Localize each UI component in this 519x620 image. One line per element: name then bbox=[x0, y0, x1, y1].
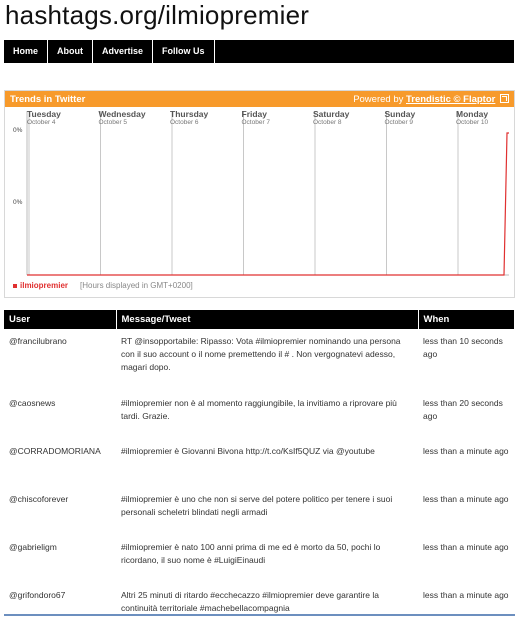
powered-by bbox=[353, 94, 509, 105]
day-date: October 9 bbox=[384, 119, 414, 126]
day-name: Monday bbox=[456, 109, 489, 119]
header-message: Message/Tweet bbox=[116, 310, 418, 329]
day-name: Sunday bbox=[384, 109, 416, 119]
day-label bbox=[456, 109, 488, 126]
user-cell[interactable]: @chiscoforever bbox=[9, 494, 69, 504]
day-name: Saturday bbox=[313, 109, 350, 119]
trendistic-link[interactable]: Trendistic © Flaptor bbox=[406, 93, 496, 105]
user-cell[interactable]: @gabrieligm bbox=[9, 542, 57, 552]
trend-title: Trends in Twitter bbox=[10, 93, 86, 105]
nav-home[interactable]: Home bbox=[4, 40, 48, 63]
when-cell: less than 20 seconds ago bbox=[423, 398, 503, 421]
day-name: Thursday bbox=[170, 109, 209, 119]
header-user: User bbox=[4, 310, 116, 329]
day-label bbox=[170, 109, 208, 126]
day-label bbox=[242, 109, 271, 126]
trend-header bbox=[5, 91, 514, 107]
message-cell: RT @insopportabile: Ripasso: Vota #ilmiopremier nominando una persona con il suo account o il nome premettendo il # . Non vergognatevi adesso, magari dopo. bbox=[121, 336, 401, 372]
when-cell: less than a minute ago bbox=[423, 542, 509, 552]
day-date: October 5 bbox=[98, 119, 128, 126]
day-name: Friday bbox=[241, 109, 268, 119]
when-cell: less than 10 seconds ago bbox=[423, 336, 503, 359]
nav-about[interactable]: About bbox=[48, 40, 93, 63]
message-cell: #ilmiopremier è uno che non si serve del potere politico per tenere i suoi personali scheletri blindati negli armadi bbox=[121, 494, 393, 517]
table-row bbox=[4, 329, 515, 385]
trend-widget bbox=[4, 90, 515, 298]
site-title: hashtags.org/ilmiopremier bbox=[5, 0, 310, 30]
table-row bbox=[4, 433, 515, 481]
day-name: Tuesday bbox=[27, 109, 61, 119]
legend-timezone-note: [Hours displayed in GMT+0200] bbox=[80, 281, 193, 290]
trend-chart bbox=[5, 107, 514, 297]
nav-bar bbox=[4, 40, 514, 63]
nav-advertise[interactable]: Advertise bbox=[93, 40, 153, 63]
user-cell[interactable]: @CORRADOMORIANA bbox=[9, 446, 101, 456]
table-row bbox=[4, 481, 515, 529]
user-cell[interactable]: @francilubrano bbox=[9, 336, 67, 346]
day-label bbox=[385, 109, 416, 126]
y-top-label: 0% bbox=[13, 127, 23, 134]
message-cell: #ilmiopremier non è al momento raggiungibile, la invitiamo a riprovare più tardi. Grazie. bbox=[121, 398, 397, 421]
trend-chart-svg bbox=[5, 107, 514, 297]
message-cell: #ilmiopremier è Giovanni Bivona http://t.co/KsIf5QUZ via @youtube bbox=[121, 446, 375, 456]
chart-legend bbox=[13, 281, 193, 290]
message-cell: #ilmiopremier è nato 100 anni prima di me ed è morto da 50, pochi lo ricordano, il suo nome è #LuigiEinaudi bbox=[121, 542, 381, 565]
powered-by-label: Powered by bbox=[353, 93, 404, 105]
bottom-divider bbox=[4, 614, 515, 616]
day-date: October 4 bbox=[27, 119, 56, 126]
message-cell: Altri 25 minuti di ritardo #ecchecazzo #ilmiopremier deve garantire la continuità territoriale #machebellacompagnia bbox=[121, 590, 379, 613]
day-name: Wednesday bbox=[98, 109, 146, 119]
table-row bbox=[4, 385, 515, 433]
tweets-table bbox=[4, 310, 515, 620]
day-date: October 8 bbox=[313, 119, 342, 126]
day-label bbox=[27, 109, 61, 126]
user-cell[interactable]: @caosnews bbox=[9, 398, 56, 408]
nav-follow-us[interactable]: Follow Us bbox=[153, 40, 215, 63]
day-label bbox=[99, 109, 146, 126]
when-cell: less than a minute ago bbox=[423, 446, 509, 456]
when-cell: less than a minute ago bbox=[423, 494, 509, 504]
day-date: October 10 bbox=[456, 119, 489, 126]
header-when: When bbox=[418, 310, 515, 329]
external-link-icon[interactable] bbox=[500, 94, 509, 103]
when-cell: less than a minute ago bbox=[423, 590, 509, 600]
day-label bbox=[313, 109, 349, 126]
legend-series-name: ilmiopremier bbox=[20, 281, 69, 290]
y-mid-label: 0% bbox=[13, 199, 23, 206]
series-line-ilmiopremier bbox=[27, 133, 509, 275]
day-date: October 7 bbox=[241, 119, 271, 126]
legend-swatch bbox=[13, 284, 17, 288]
user-cell[interactable]: @grifondoro67 bbox=[9, 590, 66, 600]
table-row bbox=[4, 529, 515, 577]
day-date: October 6 bbox=[170, 119, 199, 126]
